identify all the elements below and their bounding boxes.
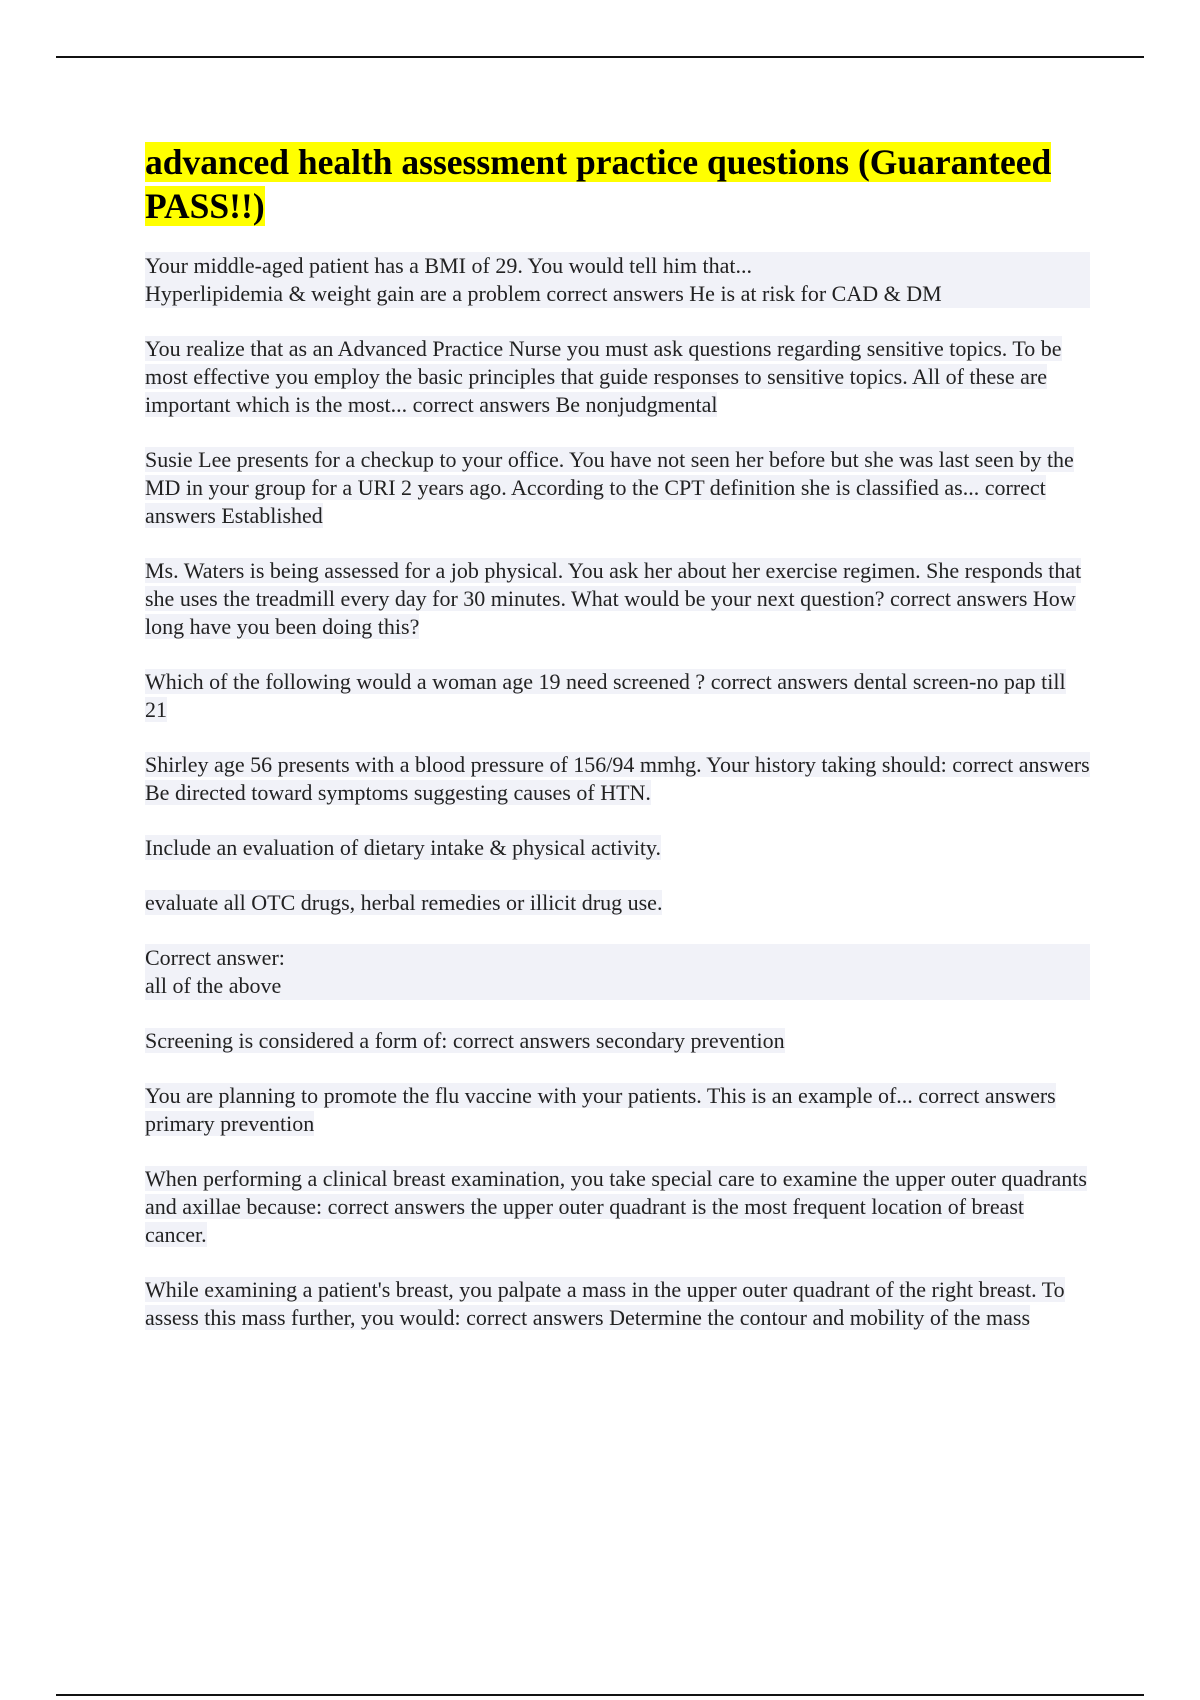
header-rule [56, 56, 1144, 58]
qa-item [145, 557, 1090, 641]
document-title: advanced health assessment practice questions (Guaranteed PASS!!) [145, 142, 1052, 226]
qa-line: Which of the following would a woman age 19 need screened ? correct answers dental screen-no pap till 21 [145, 669, 1066, 722]
qa-line: all of the above [145, 972, 1090, 1000]
qa-item [145, 252, 1090, 308]
qa-line: When performing a clinical breast examination, you take special care to examine the upper outer quadrants and axillae because: correct answers the upper outer quadrant is the most frequent location of breast cancer. [145, 1166, 1087, 1247]
footer-rule [56, 1694, 1144, 1696]
qa-line: Hyperlipidemia & weight gain are a problem correct answers He is at risk for CAD & DM [145, 280, 1090, 308]
qa-line: Screening is considered a form of: correct answers secondary prevention [145, 1028, 785, 1053]
qa-item [145, 1165, 1090, 1249]
qa-line: Include an evaluation of dietary intake & physical activity. [145, 835, 662, 860]
qa-item [145, 1027, 1090, 1055]
qa-item [145, 668, 1090, 724]
qa-line: Your middle-aged patient has a BMI of 29. You would tell him that... [145, 252, 1090, 280]
qa-line: You realize that as an Advanced Practice Nurse you must ask questions regarding sensitive topics. To be most effective you employ the basic principles that guide responses to sensitive topics. All of these are important which is the most... correct answers Be nonjudgmental [145, 336, 1062, 417]
qa-line: Correct answer: [145, 944, 1090, 972]
qa-item [145, 446, 1090, 530]
qa-line: evaluate all OTC drugs, herbal remedies or illicit drug use. [145, 890, 663, 915]
qa-item [145, 335, 1090, 419]
qa-item [145, 1276, 1090, 1332]
qa-line: Susie Lee presents for a checkup to your office. You have not seen her before but she was last seen by the MD in your group for a URI 2 years ago. According to the CPT definition she is classified as... correct answers Established [145, 447, 1074, 528]
qa-item [145, 944, 1090, 1000]
qa-item [145, 834, 1090, 862]
qa-item [145, 1082, 1090, 1138]
document-body [145, 140, 1090, 1359]
qa-line: You are planning to promote the flu vaccine with your patients. This is an example of... correct answers primary prevention [145, 1083, 1056, 1136]
qa-line: While examining a patient's breast, you palpate a mass in the upper outer quadrant of the right breast. To assess this mass further, you would: correct answers Determine the contour and mobility of the mass [145, 1277, 1065, 1330]
qa-item [145, 751, 1090, 807]
qa-line: Shirley age 56 presents with a blood pressure of 156/94 mmhg. Your history taking should: correct answers Be directed toward symptoms suggesting causes of HTN. [145, 752, 1090, 805]
qa-item [145, 889, 1090, 917]
qa-line: Ms. Waters is being assessed for a job physical. You ask her about her exercise regimen. She responds that she uses the treadmill every day for 30 minutes. What would be your next question? correct answers How long have you been doing this? [145, 558, 1082, 639]
